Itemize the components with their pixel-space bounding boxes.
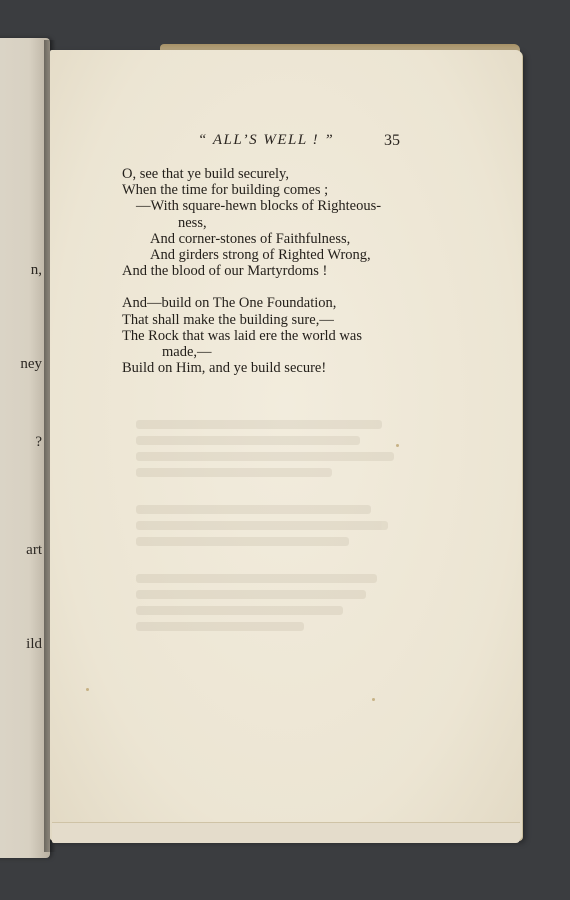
poem-line: That shall make the building sure,—	[122, 311, 334, 328]
facing-page-fragment: art	[26, 542, 42, 558]
poem-line: When the time for building comes ;	[122, 182, 329, 199]
poem-line: Build on Him, and ye build secure!	[122, 360, 327, 377]
poem-line: made,—	[162, 343, 212, 360]
poem-line: ness,	[178, 214, 207, 231]
page-edge-bottom	[52, 822, 520, 843]
facing-page-fragment: ild	[26, 636, 42, 652]
facing-page-fragment: n,	[30, 262, 42, 278]
facing-page-fragment: ney	[20, 356, 42, 372]
show-through-text	[136, 420, 416, 720]
facing-page-fragment: ?	[35, 434, 42, 450]
poem-text	[122, 166, 422, 392]
running-head: “ ALL’S WELL ! ”	[198, 132, 335, 148]
poem-line: The Rock that was laid ere the world was	[122, 327, 362, 344]
paper-spot	[372, 698, 375, 701]
poem-line: And—build on The One Foundation,	[122, 295, 337, 312]
poem-stanza	[122, 166, 422, 279]
poem-line: —With square-hewn blocks of Righteous-	[136, 198, 382, 215]
poem-line: And corner-stones of Faithfulness,	[150, 230, 351, 247]
poem-line: And girders strong of Righted Wrong,	[150, 246, 371, 263]
page-number: 35	[384, 132, 400, 149]
facing-page	[0, 38, 50, 858]
paper-spot	[86, 688, 89, 691]
poem-line: O, see that ye build securely,	[122, 166, 289, 182]
poem-stanza	[122, 295, 422, 376]
page-header	[50, 132, 522, 152]
paper-spot	[396, 444, 399, 447]
book-page	[50, 50, 522, 840]
poem-line: And the blood of our Martyrdoms !	[122, 263, 328, 280]
